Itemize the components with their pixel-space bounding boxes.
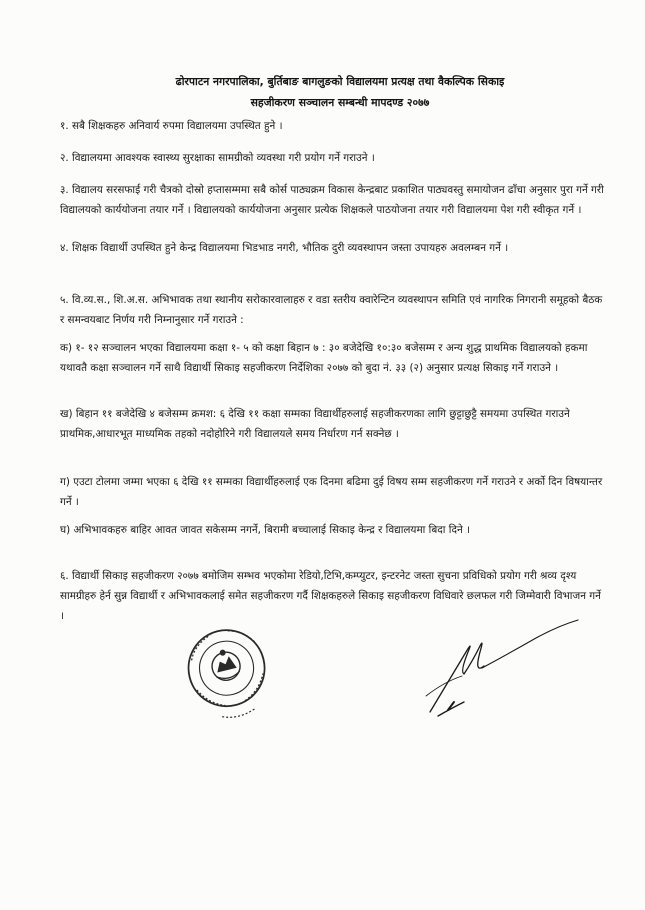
title-line-1: ढोरपाटन नगरपालिका, बुर्तिबाङ बागलुङको विद्यालयमा प्रत्यक्ष तथा वैकल्पिक सिकाइ [175,75,505,88]
official-seal [168,622,286,732]
item-4: ४. शिक्षक विद्यार्थी उपस्थित हुने केन्द्र विद्यालयमा भिडभाड नगरी, भौतिक दुरी व्यवस्थापन जस्ता उपायहरु अवलम्बन गर्ने । [60,242,509,254]
signature [418,612,593,722]
document-title [60,71,620,113]
item-6: ६. विद्यार्थी सिकाइ सहजीकरण २०७७ बमोजिम सम्भव भएकोमा रेडियो,टिभि,कम्प्युटर, इन्टरनेट जस्ता सुचना प्रविधिको प्रयोग गरी श्रव्य दृश्य सामग्रीहरु हेर्न सुन्न विद्यार्थी र अभिभावकलाई समेत सहजीकरण गर्दै शिक्षकहरुले सिकाइ सहजीकरण विधिवारे छलफल गरी जिम्मेवारी विभाजन गर्ने । [60,570,601,622]
title-line-2: सहजीकरण सञ्चालन सम्बन्धी मापदण्ड २०७७ [250,96,430,109]
item-5-ga: ग) एउटा टोलमा जम्मा भएका ६ देखि ११ सम्मका विद्यार्थीहरुलाई एक दिनमा बढिमा दुई विषय सम्म सहजीकरण गर्ने गराउने र अर्को दिन विषयान्तर गर्ने । [60,476,603,508]
item-5-kha: ख) बिहान ११ बजेदेखि ४ बजेसम्म क्रमश: ६ देखि ११ कक्षा सम्मका विद्यार्थीहरुलाई सहजीकरणका लागि छुट्टाछुट्टै समयमा उपस्थित गराउने प्राथमिक,आधारभूत माध्यमिक तहको नदोहोरिने गरी विद्यालयले समय निर्धारण गर्न सक्नेछ । [60,408,570,440]
item-5: ५. वि.व्य.स., शि.अ.स. अभिभावक तथा स्थानीय सरोकारवालाहरु र वडा स्तरीय क्वारेन्टिन व्यवस्थापन समिति एवं नागरिक निगरानी समूहको बैठक र समन्वयबाट निर्णय गरी निम्नानुसार गर्ने गराउने : [60,294,603,326]
emblem-icon [208,646,243,683]
item-5-gha: घ) अभिभावकहरु बाहिर आवत जावत सकेसम्म नगर्ने, बिरामी बच्चालाई सिकाइ केन्द्र र विद्यालयमा बिदा दिने । [60,524,471,536]
item-2: २. विद्यालयमा आवश्यक स्वास्थ्य सुरक्षाका सामग्रीको व्यवस्था गरी प्रयोग गर्ने गराउने । [60,152,375,164]
item-5-ka: क) १- १२ सञ्चालन भएका विद्यालयमा कक्षा १- ५ को कक्षा बिहान ७ : ३० बजेदेखि १०:३० बजेसम्म र अन्य शुद्ध प्राथमिक विद्यालयको हकमा यथावतै कक्षा सञ्चालन गर्ने साथै विद्यार्थी सिकाइ सहजीकरण निर्देशिका २०७७ को बुदा नं. ३३ (२) अनुसार प्रत्यक्ष सिकाइ गर्ने गराउने । [60,342,588,374]
item-1: १. सबै शिक्षकहरु अनिवार्य रुपमा विद्यालयमा उपस्थित हुने । [60,120,283,132]
item-3: ३. विद्यालय सरसफाई गरी चैत्रको दोस्रो हप्तासम्ममा सबै कोर्स पाठ्यक्रम विकास केन्द्रबाट प्रकाशित पाठ्यवस्तु समायोजन ढाँचा अनुसार पुरा गर्ने गरी विद्यालयको कार्ययोजना तयार गर्ने । विद्यालयको कार्ययोजना अनुसार प्रत्येक शिक्षकले पाठयोजना तयार गरी विद्यालयमा पेश गरी स्वीकृत गर्ने । [60,184,604,216]
